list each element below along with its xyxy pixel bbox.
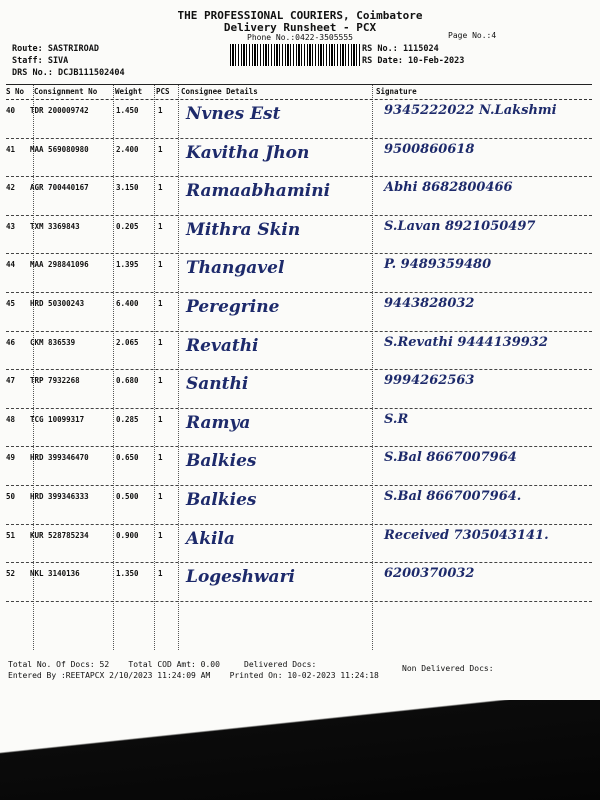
- consignee-name: Mithra Skin: [186, 219, 301, 240]
- printed-on-text: Printed On: 10-02-2023 11:24:18: [229, 671, 379, 680]
- row-pcs: 1: [158, 183, 163, 193]
- row-consignment: MAA 298841096: [30, 260, 89, 270]
- non-delivered-docs: Non Delivered Docs:: [402, 664, 494, 673]
- row-sno: 44: [6, 260, 16, 270]
- row-sno: 42: [6, 183, 16, 193]
- signature: P. 9489359480: [384, 257, 492, 273]
- row-pcs: 1: [158, 414, 163, 424]
- consignee-name: Santhi: [186, 374, 249, 395]
- table-row: [6, 332, 592, 371]
- row-weight: 0.500: [116, 491, 139, 501]
- signature: 9345222022 N.Lakshmi: [384, 103, 557, 118]
- signature: 9994262563: [384, 373, 475, 389]
- row-sno: 52: [6, 569, 16, 579]
- row-sno: 50: [6, 491, 16, 501]
- phone-number: Phone No.:0422-3505555: [247, 33, 353, 42]
- row-pcs: 1: [158, 298, 163, 308]
- table-row: [6, 370, 592, 409]
- consignee-name: Kavitha Jhon: [186, 142, 310, 163]
- signature: Received 7305043141.: [384, 527, 549, 543]
- row-weight: 0.650: [116, 453, 139, 463]
- row-pcs: 1: [158, 453, 163, 463]
- table-row: [6, 216, 592, 255]
- page-number: Page No.:4: [448, 31, 497, 40]
- table-row: [6, 293, 592, 332]
- row-consignment: HRD 50300243: [30, 298, 85, 308]
- row-consignment: AGR 700440167: [30, 183, 89, 193]
- row-sno: 45: [6, 298, 16, 308]
- row-sno: 40: [6, 106, 16, 115]
- consignee-name: Revathi: [186, 335, 259, 356]
- row-consignment: CKM 836539: [30, 337, 76, 347]
- table-row: [6, 525, 592, 564]
- scan-background: [0, 700, 600, 800]
- entered-by: [8, 671, 379, 680]
- row-consignment: TCG 10099317: [30, 414, 85, 424]
- row-weight: 2.400: [116, 144, 139, 154]
- signature: S.Bal 8667007964.: [384, 488, 522, 504]
- table-row: [6, 409, 592, 448]
- runsheet-table: [6, 84, 592, 602]
- table-row: [6, 139, 592, 178]
- table-body: [6, 100, 592, 602]
- total-docs: Total No. Of Docs: 52: [8, 660, 110, 669]
- footer-totals: [8, 660, 316, 669]
- consignee-name: Ramaabhamini: [186, 181, 331, 202]
- row-consignment: TDR 200009742: [30, 106, 89, 115]
- col-consignment: Consignment No: [34, 87, 98, 96]
- consignee-name: Nvnes Est: [186, 104, 281, 124]
- row-weight: 1.395: [116, 260, 139, 270]
- runsheet-subtitle: Delivery Runsheet - PCX: [223, 21, 377, 34]
- row-consignment: NKL 3140136: [30, 569, 80, 579]
- consignee-name: Balkies: [186, 451, 257, 472]
- row-consignment: HRD 399346470: [30, 453, 89, 463]
- consignee-name: Ramya: [186, 412, 251, 433]
- row-sno: 47: [6, 376, 16, 386]
- row-sno: 48: [6, 414, 16, 424]
- row-consignment: TXM 3369843: [30, 221, 80, 231]
- row-weight: 3.150: [116, 183, 139, 193]
- total-cod: Total COD Amt: 0.00: [128, 660, 220, 669]
- consignee-name: Balkies: [186, 489, 257, 510]
- row-consignment: HRD 399346333: [30, 491, 89, 501]
- table-row: [6, 486, 592, 525]
- rs-number: RS No.: 1115024: [362, 44, 439, 54]
- signature: 9443828032: [384, 295, 475, 311]
- row-weight: 2.065: [116, 337, 139, 347]
- row-sno: 46: [6, 337, 16, 347]
- row-pcs: 1: [158, 530, 163, 540]
- row-weight: 0.205: [116, 221, 139, 231]
- row-weight: 0.285: [116, 414, 139, 424]
- delivered-docs: Delivered Docs:: [244, 660, 317, 669]
- signature: S.Lavan 8921050497: [384, 218, 536, 234]
- rs-date: RS Date: 10-Feb-2023: [362, 56, 465, 66]
- drs-number: DRS No.: DCJB111502404: [12, 68, 125, 78]
- row-pcs: 1: [158, 106, 163, 115]
- col-sno: S No: [6, 87, 25, 96]
- row-weight: 1.450: [116, 106, 139, 115]
- row-sno: 49: [6, 453, 16, 463]
- row-pcs: 1: [158, 337, 163, 347]
- table-row: [6, 177, 592, 216]
- route-label: Route: SASTRIROAD: [12, 44, 99, 54]
- consignee-name: Akila: [186, 528, 235, 549]
- row-consignment: TRP 7932268: [30, 376, 80, 386]
- row-pcs: 1: [158, 221, 163, 231]
- row-weight: 0.680: [116, 376, 139, 386]
- col-signature: Signature: [376, 87, 417, 96]
- table-row: [6, 100, 592, 139]
- signature: 9500860618: [384, 141, 475, 157]
- row-sno: 51: [6, 530, 16, 540]
- row-weight: 1.350: [116, 569, 139, 579]
- col-pcs: PCS: [156, 87, 170, 96]
- row-sno: 41: [6, 144, 16, 154]
- table-row: [6, 563, 592, 602]
- col-weight: Weight: [115, 87, 143, 96]
- consignee-name: Logeshwari: [186, 567, 295, 588]
- row-pcs: 1: [158, 569, 163, 579]
- company-title: THE PROFESSIONAL COURIERS, Coimbatore: [177, 9, 423, 22]
- row-pcs: 1: [158, 260, 163, 270]
- barcode: [230, 44, 360, 66]
- row-consignment: KUR 528785234: [30, 530, 89, 540]
- table-header: [6, 84, 592, 100]
- row-pcs: 1: [158, 376, 163, 386]
- row-sno: 43: [6, 221, 16, 231]
- consignee-name: Peregrine: [186, 296, 280, 317]
- row-weight: 6.400: [116, 298, 139, 308]
- consignee-name: Thangavel: [186, 258, 285, 279]
- entered-by-text: Entered By :REETAPCX 2/10/2023 11:24:09 AM: [8, 671, 211, 680]
- signature: S.Bal 8667007964: [384, 450, 517, 466]
- signature: Abhi 8682800466: [384, 180, 513, 196]
- signature: 6200370032: [384, 566, 475, 582]
- signature: S.Revathi 9444139932: [384, 334, 548, 350]
- col-consignee: Consignee Details: [181, 87, 258, 96]
- row-consignment: MAA 569080980: [30, 144, 89, 154]
- row-pcs: 1: [158, 144, 163, 154]
- row-weight: 0.900: [116, 530, 139, 540]
- staff-label: Staff: SIVA: [12, 56, 69, 66]
- table-row: [6, 447, 592, 486]
- table-row: [6, 254, 592, 293]
- signature: S.R: [384, 411, 409, 427]
- row-pcs: 1: [158, 491, 163, 501]
